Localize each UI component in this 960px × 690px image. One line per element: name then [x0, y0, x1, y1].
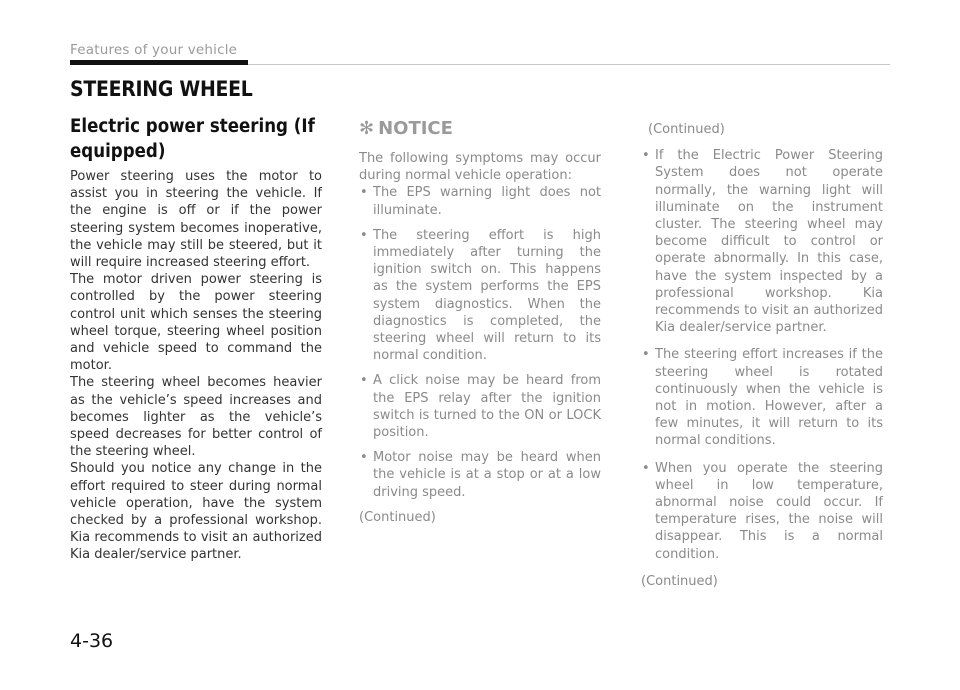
bullet: • [642, 460, 650, 476]
notice-intro: The following symptoms may occur during normal vehicle operation: [359, 151, 601, 184]
paragraph: Should you notice any change in the effort required to steer during normal vehicle operation, have the system checked by a professional workshop. Kia recommends to visit an authorized Kia dealer/service partner. [70, 461, 322, 563]
paragraph: Power steering uses the motor to assist you in steering the vehicle. If the engine is off or if the power steering system becomes inoperative, the vehicle may still be steered, but it will require increased steering effort. [70, 169, 322, 271]
bullet: • [360, 450, 368, 466]
notice-box [359, 118, 601, 526]
notice-title: NOTICE [378, 118, 453, 139]
continued-label: (Continued) [359, 509, 436, 525]
page-title: STEERING WHEEL [70, 77, 253, 101]
list-item: • If the Electric Power Steering System does not operate normally, the warning light will illuminate on the instrument cluster. The steering wheel may become difficult to control or operate abnormally. In this case, have the system inspected by a professional workshop. Kia recommends to visit an authorized Kia dealer/service partner. [642, 148, 883, 336]
list-item: • The EPS warning light does not illuminate. [360, 185, 601, 218]
notice-gear-icon: ✻ [359, 118, 375, 139]
notice-heading [359, 118, 601, 139]
list-item: • Motor noise may be heard when the vehicle is at a stop or at a low driving speed. [360, 450, 601, 500]
bullet: • [360, 185, 368, 201]
left-column [70, 114, 322, 564]
paragraph: The motor driven power steering is controlled by the power steering control unit which senses the steering wheel torque, steering wheel position and vehicle speed to command the motor. [70, 272, 322, 374]
continued-label: (Continued) [641, 573, 718, 589]
paragraph: The steering wheel becomes heavier as the vehicle’s speed increases and becomes lighter as the vehicle’s speed decreases for better control of the steering wheel. [70, 375, 322, 460]
running-header: Features of your vehicle [70, 42, 238, 58]
bullet: • [642, 148, 650, 164]
list-item: • The steering effort increases if the steering wheel is rotated continuously when the vehicle is not in motion. However, after a few minutes, it will return to its normal conditions. [642, 347, 883, 449]
list-item: • A click noise may be heard from the EPS relay after the ignition switch is turned to the ON or LOCK position. [360, 373, 601, 441]
notice-list [359, 184, 601, 500]
right-column [641, 121, 883, 590]
notice-list-continued [641, 147, 883, 563]
page-number: 4-36 [70, 630, 114, 652]
list-item: • When you operate the steering wheel in low temperature, abnormal noise could occur. If temperature rises, the noise will disappear. This is a normal condition. [642, 460, 883, 562]
header-bar [70, 60, 248, 65]
bullet: • [360, 227, 368, 243]
section-heading: Electric power steering (If equipped) [70, 116, 315, 162]
bullet: • [360, 373, 368, 389]
bullet: • [642, 347, 650, 363]
header-rule [248, 64, 890, 65]
list-item: • The steering effort is high immediately after turning the ignition switch on. This happens as the system performs the EPS system diagnostics. When the diagnostics is completed, the steering wheel will return to its normal condition. [360, 227, 601, 364]
continued-label: (Continued) [648, 122, 725, 137]
